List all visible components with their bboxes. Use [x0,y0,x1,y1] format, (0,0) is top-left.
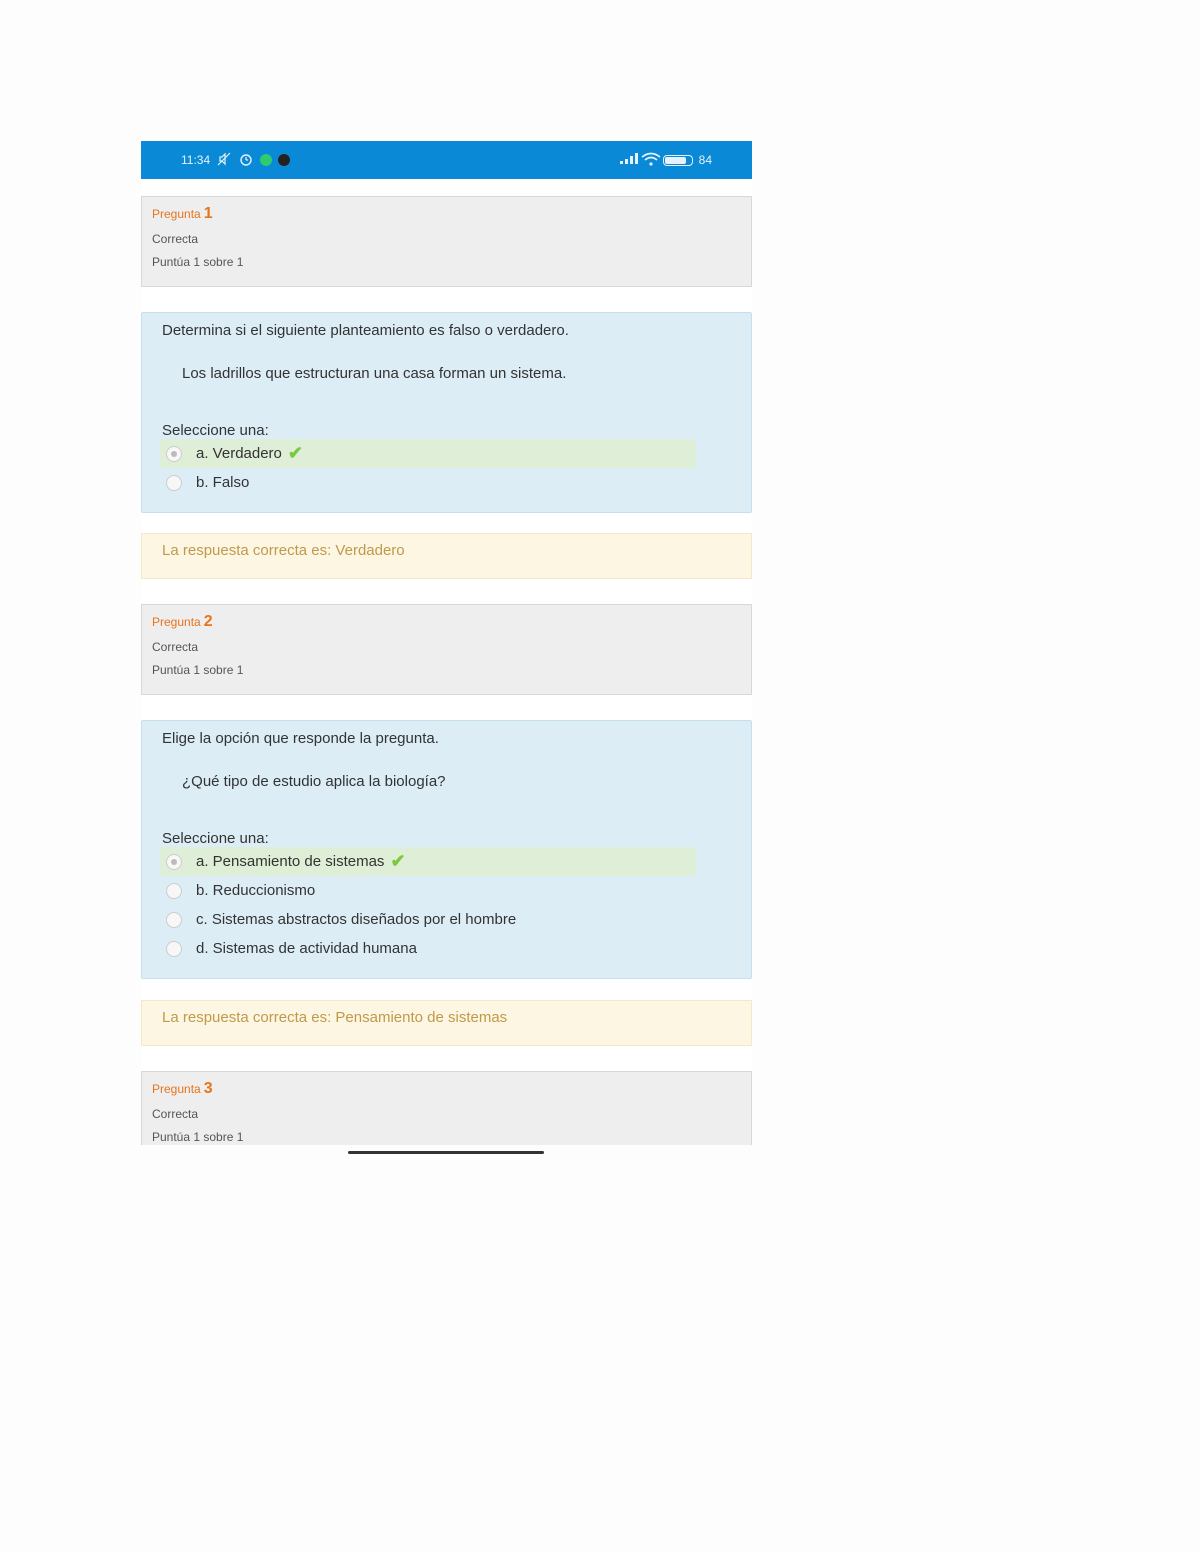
radio-button[interactable] [166,475,182,491]
question-label-text: Pregunta [152,1082,201,1096]
option-b[interactable] [160,876,731,905]
status-bar [141,141,752,179]
question-statement: Los ladrillos que estructuran una casa forman un sistema. [182,365,567,382]
notification-dot-icon [278,154,290,166]
question-label [152,1080,741,1098]
signal-icon [619,152,635,168]
home-indicator[interactable] [348,1151,544,1154]
question-content-2 [141,720,752,979]
question-content-1 [141,312,752,513]
correct-answer-feedback-2: La respuesta correcta es: Pensamiento de sistemas [141,1000,752,1046]
option-a[interactable] [160,847,696,876]
checkmark-icon: ✔ [287,443,303,463]
question-label-text: Pregunta [152,207,201,221]
battery-icon [663,155,693,166]
select-label: Seleccione una: [162,422,269,439]
option-d[interactable] [160,934,731,963]
alarm-icon [238,152,254,168]
option-label: b. Falso [196,474,250,491]
select-label: Seleccione una: [162,830,269,847]
radio-button[interactable] [166,941,182,957]
whatsapp-icon [260,154,272,166]
radio-button[interactable] [166,446,182,462]
option-b[interactable] [160,468,731,497]
question-score: Puntúa 1 sobre 1 [152,663,244,677]
option-label: a. Pensamiento de sistemas [196,853,385,870]
battery-percent: 84 [698,153,712,167]
option-a[interactable] [160,439,696,468]
question-text: Determina si el siguiente planteamiento es falso o verdadero. [162,322,569,339]
status-right [619,152,712,168]
question-statement: ¿Qué tipo de estudio aplica la biología? [182,773,446,790]
option-label: c. Sistemas abstractos diseñados por el hombre [196,911,517,928]
question-label [152,205,741,223]
question-number: 3 [203,1080,213,1097]
question-label-text: Pregunta [152,615,201,629]
wifi-icon [641,152,657,168]
question-label [152,613,741,631]
mute-icon [216,152,232,168]
question-text: Elige la opción que responde la pregunta. [162,730,439,747]
question-status: Correcta [152,640,199,654]
question-info-2 [141,604,752,695]
radio-button[interactable] [166,912,182,928]
correct-answer-feedback-1: La respuesta correcta es: Verdadero [141,533,752,579]
question-number: 1 [203,205,213,222]
question-score: Puntúa 1 sobre 1 [152,1130,244,1144]
battery-fill [665,157,687,164]
question-status: Correcta [152,232,199,246]
clock: 11:34 [181,153,211,167]
radio-button[interactable] [166,854,182,870]
question-info-1 [141,196,752,287]
checkmark-icon: ✔ [390,851,406,871]
question-score: Puntúa 1 sobre 1 [152,255,244,269]
option-label: a. Verdadero [196,445,282,462]
question-info-3 [141,1071,752,1145]
option-label: d. Sistemas de actividad humana [196,940,417,957]
phone-screen [141,141,752,1145]
status-left [181,152,290,168]
question-status: Correcta [152,1107,199,1121]
option-label: b. Reduccionismo [196,882,316,899]
option-c[interactable] [160,905,731,934]
question-number: 2 [203,613,213,630]
radio-button[interactable] [166,883,182,899]
